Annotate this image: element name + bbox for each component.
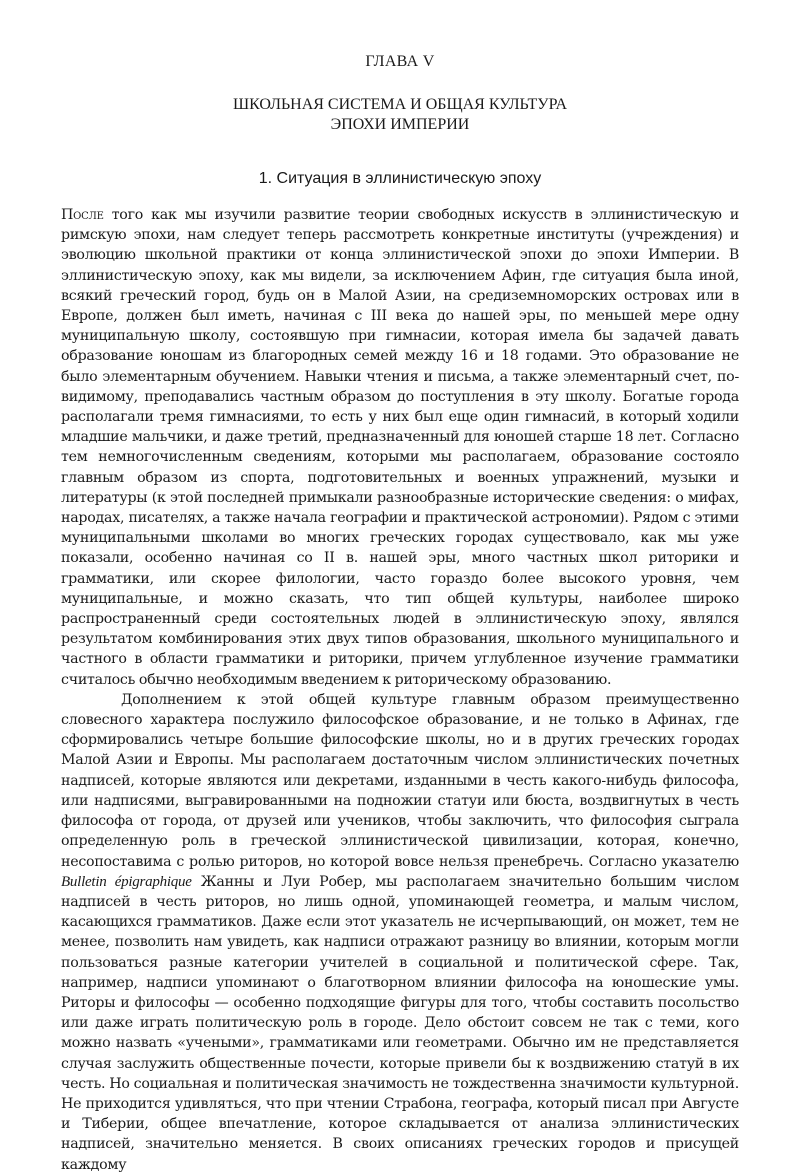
chapter-title: [61, 95, 739, 135]
journal-title: Bulletin épigraphique: [61, 873, 192, 890]
paragraph-text: того как мы изучили развитие теории свободных искусств в эллинистическую и римскую эпохи, нам следует теперь рассмотреть конкретные институты (учреждения) и эволюцию школьной практики от конца эллинистической эпохи до эпохи Империи. В эллинистическую эпоху, как мы видели, за исключением Афин, где ситуация была иной, всякий греческий город, будь он в Малой Азии, на средиземноморских островах или в Европе, должен был иметь, начиная с III века до нашей эры, по меньшей мере одну муниципальную школу, состоявшую при гимнасии, которая имела бы задачей давать образование юношам из благородных семей между 16 и 18 годами. Это образование не было элементарным обучением. Навыки чтения и письма, а также элементарный счет, по-видимому, преподавались частным образом до поступления в эту школу. Богатые города располагали тремя гимнасиями, то есть у них был еще один гимнасий, в который ходили младшие мальчики, и даже третий, предназначенный для юношей старше 18 лет. Согласно тем немногочисленным сведениям, которыми мы располагаем, образование состояло главным образом из спорта, подготовительных и военных упражнений, музыки и литературы (к этой последней примыкали разнообразные исторические сведения: о мифах, народах, писателях, а также начала географии и практической астрономии). Рядом с этими муниципальными школами во многих греческих городах существовало, как мы уже показали, особенно начиная со II в. нашей эры, много частных школ риторики и грамматики, или скорее филологии, часто гораздо более высокого уровня, чем муниципальные, и можно сказать, что тип общей культуры, наиболее широко распространенный среди состоятельных людей в эллинистическую эпоху, являлся результатом комбинирования этих двух типов образования, школьного муниципального и частного в области грамматики и риторики, причем углубленное изучение грамматики считалось обычно необходимым введением к риторическому образованию.: [61, 207, 739, 688]
chapter-number: ГЛАВА V: [365, 53, 435, 70]
chapter-title-line: ШКОЛЬНАЯ СИСТЕМА И ОБЩАЯ КУЛЬТУРА: [232, 96, 568, 113]
paragraph: [61, 690, 739, 1175]
paragraph-first-word: После: [61, 207, 104, 223]
paragraph: [61, 205, 739, 690]
paragraph-text: Дополнением к этой общей культуре главным образом преимущественно словесного характера послужило философское образование, и не только в Афинах, где сформировались четыре большие философские школы, но и в других греческих городах Малой Азии и Европы. Мы располагаем достаточным числом эллинистических почетных надписей, которые являются или декретами, изданными в честь какого-нибудь философа, или надписями, выгравированными на подножии статуи или бюста, воздвигнутых в честь философа от города, от друзей или учеников, чтобы заключить, что философия сыграла определенную роль в греческой эллинистической цивилизации, которая, конечно, несопоставима с ролью риторов, но которой вовсе нельзя пренебречь. Согласно указателю: [61, 691, 739, 870]
section-heading: 1. Ситуация в эллинистическую эпоху: [258, 170, 542, 187]
chapter-title-line: ЭПОХИ ИМПЕРИИ: [330, 116, 470, 133]
body-text: [61, 205, 739, 1175]
paragraph-text: Жанны и Луи Робер, мы располагаем значительно большим числом надписей в честь риторов, но лишь одной, упоминающей геометра, и малым числом, касающихся грамматиков. Даже если этот указатель не исчерпывающий, он может, тем не менее, позволить нам увидеть, как надписи отражают разницу во влиянии, которым могли пользоваться разные категории учителей в социальной и политической сфере. Так, например, надписи упоминают о благотворном влиянии философа на юношеские умы. Риторы и философы — особенно подходящие фигуры для того, чтобы составить посольство или даже играть политическую роль в городе. Дело обстоит совсем не так с теми, кого можно назвать «учеными», грамматиками или геометрами. Обычно им не представляется случая заслужить общественные почести, которые привели бы к воздвижению статуй в их честь. Но социальная и политическая значимость не тождественна значимости культурной. Не приходится удивляться, что при чтении Страбона, географа, который писал при Августе и Тиберии, общее впечатление, которое складывается от анализа эллинистических надписей, значительно меняется. В своих описаниях греческих городов и присущей каждому: [61, 873, 739, 1173]
